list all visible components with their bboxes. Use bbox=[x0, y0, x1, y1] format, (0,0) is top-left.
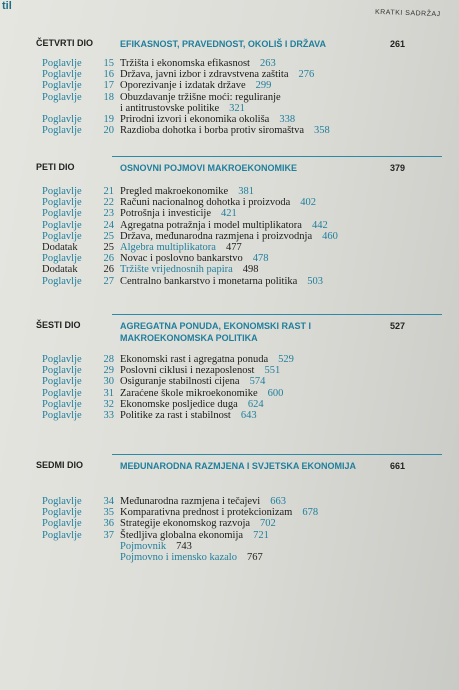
chapter-entry[interactable] bbox=[0, 69, 459, 80]
entry-title bbox=[120, 530, 269, 541]
entry-number: 25 bbox=[103, 241, 114, 253]
entry-label: Poglavlje bbox=[42, 197, 82, 209]
chapter-entry[interactable] bbox=[0, 354, 459, 365]
entry-label: Dodatak bbox=[42, 241, 78, 253]
entry-label: Poglavlje bbox=[42, 80, 82, 92]
chapter-entry[interactable] bbox=[0, 186, 459, 197]
entry-page-number: 276 bbox=[298, 69, 315, 81]
entry-label: Poglavlje bbox=[42, 69, 82, 81]
entry-page-number: 721 bbox=[253, 529, 269, 541]
entry-title bbox=[120, 103, 245, 114]
part-section bbox=[0, 38, 459, 137]
entry-page-number: 600 bbox=[267, 387, 284, 399]
entry-label: Poglavlje bbox=[42, 275, 82, 287]
entry-page-number: 321 bbox=[229, 102, 245, 114]
entry-label: Poglavlje bbox=[42, 398, 82, 410]
entry-title-text: Međunarodna razmjena i tečajevi bbox=[120, 496, 261, 507]
entry-label: Poglavlje bbox=[42, 125, 82, 137]
index-entry[interactable] bbox=[0, 552, 459, 563]
part-header bbox=[0, 460, 459, 496]
chapter-entry[interactable] bbox=[0, 80, 459, 91]
entry-number: 27 bbox=[103, 275, 114, 287]
entry-title-text: Novac i poslovno bankarstvo bbox=[120, 253, 243, 265]
entry-title bbox=[120, 242, 242, 253]
chapter-entry[interactable] bbox=[0, 399, 459, 410]
chapter-entry[interactable] bbox=[0, 92, 459, 103]
chapter-list bbox=[0, 186, 459, 287]
part-title: MEĐUNARODNA RAZMJENA I SVJETSKA EKONOMIJA bbox=[120, 461, 357, 471]
chapter-entry[interactable] bbox=[0, 388, 459, 399]
chapter-entry[interactable] bbox=[0, 58, 459, 69]
entry-number: 34 bbox=[103, 496, 114, 507]
entry-page-number: 338 bbox=[279, 113, 296, 125]
entry-label: Poglavlje bbox=[42, 230, 82, 242]
chapter-entry[interactable] bbox=[0, 197, 459, 208]
entry-title bbox=[120, 208, 237, 219]
entry-title bbox=[120, 125, 330, 136]
part-page-number: 527 bbox=[390, 321, 406, 331]
part-label: SEDMI DIO bbox=[36, 460, 84, 470]
entry-title bbox=[120, 552, 263, 563]
entry-number: 15 bbox=[103, 58, 114, 69]
entry-number: 24 bbox=[103, 219, 114, 231]
entry-title-text: Algebra multiplikatora bbox=[120, 241, 216, 253]
entry-title-text: i antitrustovske politike bbox=[120, 102, 220, 114]
section-rule bbox=[112, 156, 442, 157]
entry-title bbox=[120, 186, 254, 197]
entry-page-number: 381 bbox=[238, 186, 254, 197]
entry-page-number: 402 bbox=[300, 197, 317, 209]
entry-number: 20 bbox=[103, 125, 114, 137]
entry-title bbox=[120, 69, 314, 80]
entry-title bbox=[120, 365, 280, 376]
entry-title-text: Oporezivanje i izdatak države bbox=[120, 80, 246, 92]
chapter-list bbox=[0, 496, 459, 563]
entry-title-text: Računi nacionalnog dohotka i proizvoda bbox=[120, 197, 291, 209]
entry-title bbox=[120, 220, 328, 231]
appendix-entry[interactable] bbox=[0, 242, 459, 253]
entry-title bbox=[120, 264, 259, 275]
part-page-number: 661 bbox=[390, 461, 406, 471]
entry-label: Poglavlje bbox=[42, 365, 82, 377]
section-rule bbox=[112, 314, 442, 315]
entry-title bbox=[120, 507, 318, 518]
entry-title bbox=[120, 496, 286, 507]
part-page-number: 379 bbox=[390, 163, 406, 173]
entry-title-text: Tržište vrijednosnih papira bbox=[120, 264, 233, 276]
entry-title-text: Pregled makroekonomike bbox=[120, 186, 229, 197]
entry-number: 37 bbox=[103, 529, 114, 541]
index-entry[interactable] bbox=[0, 541, 459, 552]
entry-page-number: 498 bbox=[242, 264, 259, 276]
entry-page-number: 358 bbox=[314, 125, 330, 137]
chapter-entry[interactable] bbox=[0, 231, 459, 242]
entry-title bbox=[120, 410, 257, 421]
entry-title bbox=[120, 114, 295, 125]
entry-page-number: 767 bbox=[246, 551, 263, 563]
entry-title bbox=[120, 541, 192, 552]
chapter-entry[interactable] bbox=[0, 125, 459, 136]
chapter-entry[interactable] bbox=[0, 365, 459, 376]
entry-page-number: 299 bbox=[255, 80, 272, 92]
entry-title bbox=[120, 197, 316, 208]
entry-title bbox=[120, 92, 281, 103]
entry-title bbox=[120, 518, 276, 529]
entry-title-text: Obuzdavanje tržišne moći: reguliranje bbox=[120, 91, 281, 103]
part-title: EFIKASNOST, PRAVEDNOST, OKOLIŠ I DRŽAVA bbox=[120, 39, 327, 49]
entry-number: 33 bbox=[103, 409, 114, 421]
part-label: ČETVRTI DIO bbox=[36, 38, 94, 48]
part-label: ŠESTI DIO bbox=[36, 320, 81, 330]
chapter-entry[interactable] bbox=[0, 496, 459, 507]
entry-label: Poglavlje bbox=[42, 496, 82, 507]
entry-title bbox=[120, 231, 338, 242]
entry-number: 32 bbox=[103, 398, 114, 410]
entry-label: Poglavlje bbox=[42, 58, 82, 69]
chapter-list bbox=[0, 58, 459, 136]
chapter-entry[interactable] bbox=[0, 410, 459, 421]
entry-number: 16 bbox=[103, 69, 114, 81]
entry-label: Dodatak bbox=[42, 264, 78, 276]
entry-number: 36 bbox=[103, 518, 114, 530]
entry-number: 17 bbox=[103, 80, 114, 92]
chapter-entry[interactable] bbox=[0, 208, 459, 219]
part-section bbox=[0, 460, 459, 563]
entry-title bbox=[120, 58, 276, 69]
entry-title-text: Razdioba dohotka i borba protiv siromaštva bbox=[120, 125, 305, 137]
entry-title-text: Poslovni ciklusi i nezaposlenost bbox=[120, 365, 255, 377]
entry-number: 25 bbox=[103, 230, 114, 242]
entry-page-number: 460 bbox=[322, 230, 338, 242]
entry-title bbox=[120, 80, 271, 91]
entry-title bbox=[120, 354, 294, 365]
entry-number: 31 bbox=[103, 387, 114, 399]
entry-page-number: 551 bbox=[264, 365, 281, 377]
entry-title-text: Ekonomske posljedice duga bbox=[120, 398, 238, 410]
entry-page-number: 442 bbox=[311, 219, 328, 231]
entry-number: 26 bbox=[103, 253, 114, 265]
chapter-entry[interactable] bbox=[0, 518, 459, 529]
entry-title-text: Prirodni izvori i ekonomika okoliša bbox=[120, 113, 270, 125]
entry-label: Poglavlje bbox=[42, 376, 82, 388]
entry-number: 19 bbox=[103, 113, 114, 125]
part-title: AGREGATNA PONUDA, EKONOMSKI RAST I MAKROEKONOMSKA POLITIKA bbox=[120, 321, 312, 343]
entry-title-text: Strategije ekonomskog razvoja bbox=[120, 518, 251, 530]
entry-page-number: 678 bbox=[302, 507, 319, 519]
entry-number: 30 bbox=[103, 376, 114, 388]
entry-page-number: 478 bbox=[252, 253, 269, 265]
running-header: KRATKI SADRŽAJ bbox=[375, 8, 442, 19]
entry-page-number: 663 bbox=[270, 496, 286, 507]
entry-label: Poglavlje bbox=[42, 518, 82, 530]
entry-title bbox=[120, 376, 265, 387]
corner-text: til bbox=[2, 0, 12, 12]
entry-number: 35 bbox=[103, 507, 114, 519]
entry-number: 18 bbox=[103, 91, 114, 103]
entry-title-text: Agregatna potražnja i model multiplikatora bbox=[120, 219, 302, 231]
entry-title-text: Zaraćene škole mikroekonomike bbox=[120, 387, 258, 399]
entry-title-text: Tržišta i ekonomska efikasnost bbox=[120, 58, 250, 69]
entry-title bbox=[120, 399, 264, 410]
entry-title-text: Potrošnja i investicije bbox=[120, 208, 211, 220]
section-rule bbox=[112, 454, 442, 455]
entry-number: 26 bbox=[103, 264, 114, 276]
entry-label: Poglavlje bbox=[42, 253, 82, 265]
part-section bbox=[0, 162, 459, 287]
chapter-entry[interactable] bbox=[0, 253, 459, 264]
part-section bbox=[0, 320, 459, 421]
entry-title-text: Pojmovnik bbox=[120, 540, 167, 552]
entry-label: Poglavlje bbox=[42, 409, 82, 421]
entry-label: Poglavlje bbox=[42, 529, 82, 541]
entry-page-number: 421 bbox=[221, 208, 237, 220]
entry-page-number: 529 bbox=[278, 354, 294, 365]
entry-number: 22 bbox=[103, 197, 114, 209]
part-label: PETI DIO bbox=[36, 162, 75, 172]
entry-number: 23 bbox=[103, 208, 114, 220]
chapter-entry[interactable] bbox=[0, 103, 459, 114]
chapter-entry[interactable] bbox=[0, 220, 459, 231]
entry-label: Poglavlje bbox=[42, 91, 82, 103]
entry-title-text: Pojmovno i imensko kazalo bbox=[120, 551, 237, 563]
entry-page-number: 643 bbox=[240, 409, 257, 421]
entry-page-number: 702 bbox=[260, 518, 276, 530]
entry-page-number: 477 bbox=[225, 241, 242, 253]
entry-title-text: Štedljiva globalna ekonomija bbox=[120, 529, 244, 541]
entry-page-number: 263 bbox=[259, 58, 276, 69]
entry-page-number: 574 bbox=[249, 376, 266, 388]
entry-number: 28 bbox=[103, 354, 114, 365]
entry-label: Poglavlje bbox=[42, 507, 82, 519]
part-header bbox=[0, 320, 459, 356]
part-title: OSNOVNI POJMOVI MAKROEKONOMIKE bbox=[120, 163, 298, 173]
chapter-entry[interactable] bbox=[0, 276, 459, 287]
part-page-number: 261 bbox=[390, 39, 406, 49]
entry-label: Poglavlje bbox=[42, 113, 82, 125]
entry-title-text: Osiguranje stabilnosti cijena bbox=[120, 376, 240, 388]
entry-title-text: Politike za rast i stabilnost bbox=[120, 409, 231, 421]
entry-title-text: Ekonomski rast i agregatna ponuda bbox=[120, 354, 269, 365]
chapter-entry[interactable] bbox=[0, 530, 459, 541]
entry-title bbox=[120, 253, 269, 264]
entry-label: Poglavlje bbox=[42, 354, 82, 365]
entry-title-text: Komparativna prednost i protekcionizam bbox=[120, 507, 293, 519]
chapter-entry[interactable] bbox=[0, 114, 459, 125]
entry-title-text: Država, međunarodna razmjena i proizvodnja bbox=[120, 230, 313, 242]
entry-label: Poglavlje bbox=[42, 387, 82, 399]
entry-title-text: Centralno bankarstvo i monetarna politika bbox=[120, 275, 298, 287]
entry-page-number: 624 bbox=[247, 398, 264, 410]
entry-label: Poglavlje bbox=[42, 186, 82, 197]
entry-title bbox=[120, 276, 323, 287]
entry-title bbox=[120, 388, 283, 399]
chapter-entry[interactable] bbox=[0, 507, 459, 518]
entry-number: 21 bbox=[103, 186, 114, 197]
chapter-entry[interactable] bbox=[0, 376, 459, 387]
entry-page-number: 503 bbox=[307, 275, 324, 287]
entry-title-text: Država, javni izbor i zdravstvena zaštita bbox=[120, 69, 289, 81]
entry-label: Poglavlje bbox=[42, 208, 82, 220]
entry-label: Poglavlje bbox=[42, 219, 82, 231]
entry-number: 29 bbox=[103, 365, 114, 377]
entry-page-number: 743 bbox=[176, 540, 192, 552]
appendix-entry[interactable] bbox=[0, 264, 459, 275]
chapter-list bbox=[0, 354, 459, 421]
